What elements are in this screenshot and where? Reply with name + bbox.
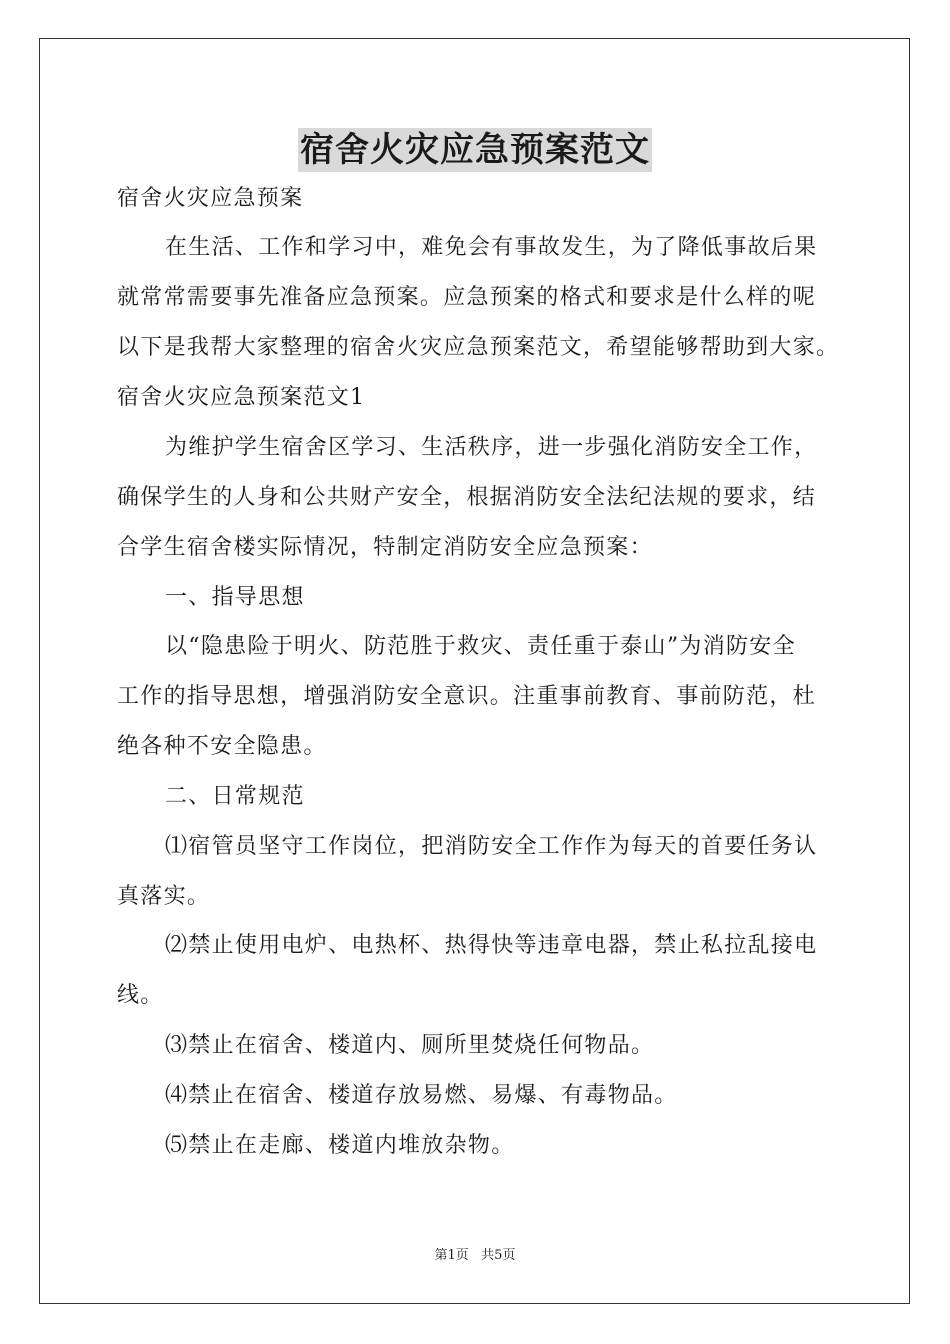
title-container [0, 128, 950, 172]
subsection-heading: 一、指导思想 [165, 585, 305, 610]
paragraph-line: 绝各种不安全隐患。 [117, 734, 327, 759]
paragraph-line: 就常常需要事先准备应急预案。应急预案的格式和要求是什么样的呢 [117, 285, 817, 310]
section-heading: 宿舍火灾应急预案 [117, 186, 304, 211]
list-item-line: ⑶禁止在宿舍、楼道内、厕所里焚烧任何物品。 [165, 1033, 655, 1058]
list-item-line: ⑴宿管员坚守工作岗位，把消防安全工作作为每天的首要任务认 [165, 834, 818, 859]
list-item-line: ⑷禁止在宿舍、楼道存放易燃、易爆、有毒物品。 [165, 1083, 678, 1108]
subsection-heading: 二、日常规范 [165, 784, 305, 809]
paragraph-line: 工作的指导思想，增强消防安全意识。注重事前教育、事前防范，杜 [117, 684, 817, 709]
list-item-line: ⑸禁止在走廊、楼道内堆放杂物。 [165, 1133, 515, 1158]
list-item-line: ⑵禁止使用电炉、电热杯、热得快等违章电器，禁止私拉乱接电 [165, 933, 818, 958]
list-item-line: 真落实。 [117, 884, 211, 909]
paragraph-line: 在生活、工作和学习中，难免会有事故发生，为了降低事故后果 [165, 235, 818, 260]
list-item-line: 线。 [117, 983, 164, 1008]
document-title: 宿舍火灾应急预案范文 [300, 130, 650, 170]
paragraph-line: 以“隐患险于明火、防范胜于救灾、责任重于泰山”为消防安全 [165, 634, 796, 659]
paragraph-line: 为维护学生宿舍区学习、生活秩序，进一步强化消防安全工作， [165, 435, 818, 460]
page-number-footer: 第1页 共5页 [434, 1248, 516, 1263]
paragraph-line: 确保学生的人身和公共财产安全，根据消防安全法纪法规的要求，结 [117, 485, 817, 510]
paragraph-line: 合学生宿舍楼实际情况，特制定消防安全应急预案： [117, 535, 653, 560]
page-border [39, 38, 910, 1304]
section-heading: 宿舍火灾应急预案范文1 [117, 385, 366, 410]
paragraph-line: 以下是我帮大家整理的宿舍火灾应急预案范文，希望能够帮助到大家。 [117, 335, 840, 360]
